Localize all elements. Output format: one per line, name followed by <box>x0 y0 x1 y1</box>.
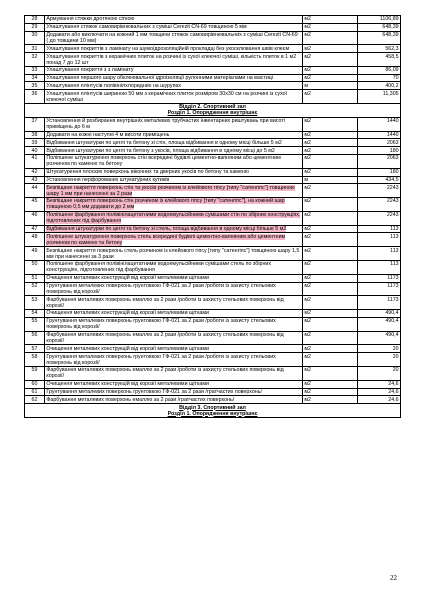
table-row <box>25 317 401 331</box>
item-unit: м2 <box>303 198 358 212</box>
item-unit: м2 <box>303 345 358 353</box>
item-quantity: 2243 <box>358 184 401 198</box>
item-number: 48 <box>25 233 45 247</box>
item-description: Грунтування металевих поверхонь грунтовкою ГФ-021 за 2 рази /роботи із захисту стельових поверхонь від корозії/ <box>45 282 303 296</box>
section-header-row <box>25 404 401 418</box>
item-description: Улаштування покриттів з ламінату на шумоїдрозоляційній прокладці без укосклювання швів клеєм <box>45 45 303 53</box>
item-quantity: 648,39 <box>358 23 401 31</box>
item-quantity: 20 <box>358 367 401 381</box>
item-unit: м2 <box>303 139 358 147</box>
item-description: Фарбування металевих поверхонь емаллю за 2 рази /роботи із захисту стельових поверхонь від корозії/ <box>45 367 303 381</box>
item-unit: м2 <box>303 296 358 310</box>
item-number: 51 <box>25 274 45 282</box>
item-quantity: 113 <box>358 247 401 261</box>
item-unit: м <box>303 82 358 90</box>
table-row <box>25 260 401 274</box>
item-quantity: 400,2 <box>358 82 401 90</box>
item-description: Установлення перфорованих штукатурних кутиків <box>45 176 303 184</box>
table-row <box>25 66 401 74</box>
item-number: 39 <box>25 139 45 147</box>
item-quantity: 113 <box>358 260 401 274</box>
item-quantity: 2243 <box>358 198 401 212</box>
item-unit: м2 <box>303 396 358 404</box>
item-quantity: 113 <box>358 233 401 247</box>
item-unit: м2 <box>303 247 358 261</box>
section-title: Розділ 1. Опорядження внутрішнє <box>167 110 258 117</box>
item-unit: м2 <box>303 331 358 345</box>
item-quantity: 20 <box>358 345 401 353</box>
item-quantity: 2243 <box>358 211 401 225</box>
item-number: 50 <box>25 260 45 274</box>
table-row <box>25 247 401 261</box>
item-description: Відбивання штукатурки по цеглі та бетону зі стін, площа відбивання в одному місці більше 5 м2 <box>45 139 303 147</box>
works-table <box>24 15 401 418</box>
item-unit: м2 <box>303 168 358 176</box>
table-row <box>25 168 401 176</box>
item-quantity: 20 <box>358 353 401 367</box>
item-unit: м2 <box>303 310 358 318</box>
item-unit: м2 <box>303 117 358 131</box>
item-description: Штукатурення плоских поверхонь віконних та дверних укосів по бетону та каменю <box>45 168 303 176</box>
table-row <box>25 225 401 233</box>
highlighted-text: Поліпшене штукатурення поверхонь стель всередині будівлі цементно-вапняним або цементним розчином по каменю та бетону <box>46 233 286 246</box>
item-description: Улаштування плінтусів шириною 50 мм з керамічних плиток розміром 30х30 см на розчині із сухої клеючої суміші <box>45 90 303 104</box>
table-row <box>25 310 401 318</box>
table-row <box>25 16 401 24</box>
highlighted-text: Безпіщане накриття поверхонь стін розчином із клейового гіпсу [типу "сатенгіпс"], на кожний шар товщиною 0,5 мм додавати до 2 мм <box>46 198 285 211</box>
page-number: 22 <box>390 574 397 582</box>
table-row <box>25 274 401 282</box>
table-row <box>25 233 401 247</box>
section-title: Розділ 1. Опорядження внутрішнє <box>167 410 258 417</box>
item-unit: м2 <box>303 16 358 24</box>
item-unit: м <box>303 176 358 184</box>
item-quantity: 1106,89 <box>358 16 401 24</box>
item-quantity: 2063 <box>358 139 401 147</box>
highlighted-text: Поліпшене фарбування полівінілацетатними водоемульсійними сумішами стін по збірних конструкціях, підготовлених під фарбування <box>46 212 301 225</box>
item-unit: м2 <box>303 388 358 396</box>
item-quantity: 562,3 <box>358 45 401 53</box>
item-quantity: 490,4 <box>358 317 401 331</box>
item-description: Очищення металевих конструкцій від корозії металевими щітками <box>45 274 303 282</box>
item-unit: м2 <box>303 211 358 225</box>
item-unit: м2 <box>303 53 358 67</box>
item-quantity: 180 <box>358 168 401 176</box>
highlighted-text: Відбивання штукатурки по цеглі та бетону зі стель, площа відбивання в одному місці більше 5 м2 <box>46 226 287 233</box>
item-description: Поліпшене фарбування полівінілацетатними водоемульсійними сумішами стель по збірних конструкціях, підготовлених під фарбування <box>45 260 303 274</box>
item-number: 47 <box>25 225 45 233</box>
table-row <box>25 380 401 388</box>
item-description: Фарбування металевих поверхонь емаллю за 2 рази /роботи із захисту стельових поверхонь від корозії/ <box>45 296 303 310</box>
item-number: 30 <box>25 31 45 45</box>
item-number: 55 <box>25 317 45 331</box>
item-number: 41 <box>25 154 45 168</box>
item-description: Очищення металевих конструкцій від корозії металевими щітками <box>45 380 303 388</box>
table-row <box>25 176 401 184</box>
table-row <box>25 367 401 381</box>
item-unit: м2 <box>303 45 358 53</box>
item-unit: м2 <box>303 90 358 104</box>
section-header-row <box>25 104 401 118</box>
table-row <box>25 147 401 155</box>
item-number: 54 <box>25 310 45 318</box>
item-description <box>45 225 303 233</box>
item-quantity: 11,305 <box>358 90 401 104</box>
item-quantity: 1173 <box>358 274 401 282</box>
item-description <box>45 233 303 247</box>
table-row <box>25 82 401 90</box>
item-quantity: 2063 <box>358 154 401 168</box>
table-row <box>25 184 401 198</box>
item-number: 45 <box>25 198 45 212</box>
table-row <box>25 74 401 82</box>
item-number: 29 <box>25 23 45 31</box>
item-description: Улаштування стяжок самовирівнювальних з сумішi Cerezit CN-69 товщиною 5 мм <box>45 23 303 31</box>
item-number: 49 <box>25 247 45 261</box>
item-number: 31 <box>25 45 45 53</box>
item-description: Безпіщане накриття поверхонь стель розчином із клейового гіпсу [типу "сатенгіпс"] товщиною шару 1,5 мм при нанесенні за 3 рази <box>45 247 303 261</box>
item-quantity: 86,09 <box>358 66 401 74</box>
item-unit: м2 <box>303 147 358 155</box>
item-unit: м2 <box>303 66 358 74</box>
item-quantity: 180 <box>358 147 401 155</box>
item-number: 61 <box>25 388 45 396</box>
item-unit: м2 <box>303 353 358 367</box>
item-description: Установлення й розбирання внутрішніх металевих трубчастих інвентарних риштувань при висоті приміщень до 6 м <box>45 117 303 131</box>
item-quantity: 1440 <box>358 117 401 131</box>
section-header <box>25 104 401 118</box>
item-unit: м2 <box>303 154 358 168</box>
item-quantity: 70 <box>358 74 401 82</box>
table-row <box>25 282 401 296</box>
item-number: 58 <box>25 353 45 367</box>
item-number: 40 <box>25 147 45 155</box>
item-description: Відбивання штукатурки по цеглі та бетону з укосів, площа відбивання в одному місці до 5 м2 <box>45 147 303 155</box>
item-description: Фарбування металевих поверхонь емаллю за 2 рази /гратчастих поверхонь/ <box>45 396 303 404</box>
item-quantity: 24,6 <box>358 396 401 404</box>
section-title: Відділ 2. Спортивний зал <box>179 104 246 111</box>
item-number: 33 <box>25 66 45 74</box>
item-description: Грунтування металевих поверхонь грунтовкою ГФ-021 за 2 рази /роботи із захисту стельових поверхонь від корозії/ <box>45 353 303 367</box>
table-row <box>25 154 401 168</box>
item-description <box>45 211 303 225</box>
item-description: Фарбування металевих поверхонь емаллю за 2 рази /роботи із захисту стельових поверхонь від корозії/ <box>45 331 303 345</box>
item-quantity: 490,4 <box>358 310 401 318</box>
item-number: 57 <box>25 345 45 353</box>
item-description: Улаштування першого шару обклеювальної ідроізоляції рулонними матеріалами на мастиці <box>45 74 303 82</box>
item-quantity: 24,6 <box>358 388 401 396</box>
item-number: 52 <box>25 282 45 296</box>
item-unit: м2 <box>303 184 358 198</box>
table-row <box>25 296 401 310</box>
item-number: 46 <box>25 211 45 225</box>
item-number: 34 <box>25 74 45 82</box>
item-number: 53 <box>25 296 45 310</box>
item-number: 60 <box>25 380 45 388</box>
item-number: 44 <box>25 184 45 198</box>
table-row <box>25 131 401 139</box>
item-quantity: 458,5 <box>358 53 401 67</box>
item-unit: м2 <box>303 274 358 282</box>
item-quantity: 648,39 <box>358 31 401 45</box>
table-row <box>25 139 401 147</box>
item-quantity: 24,6 <box>358 380 401 388</box>
item-description: Грунтування металевих поверхонь грунтовкою ГФ-021 за 2 рази /роботи із захисту стельових поверхонь від корозії/ <box>45 317 303 331</box>
item-number: 62 <box>25 396 45 404</box>
item-description: Поліпшене штукатурення поверхонь стін всередині будівлі цементно-вапняним або цементним розчином по каменю та бетону <box>45 154 303 168</box>
item-description: Армування стяжки дротяною сіткою <box>45 16 303 24</box>
item-quantity: 1173 <box>358 282 401 296</box>
section-title: Відділ 3. Спортивний зал <box>179 404 246 411</box>
table-row <box>25 345 401 353</box>
item-description <box>45 184 303 198</box>
table-row <box>25 211 401 225</box>
item-description <box>45 198 303 212</box>
table-row <box>25 31 401 45</box>
item-description: Додавати на кожні наступні 4 м висоти приміщень <box>45 131 303 139</box>
item-unit: м2 <box>303 367 358 381</box>
item-number: 36 <box>25 90 45 104</box>
item-unit: м2 <box>303 131 358 139</box>
item-unit: м2 <box>303 380 358 388</box>
item-number: 28 <box>25 16 45 24</box>
item-number: 35 <box>25 82 45 90</box>
item-description: Додавати або виключати на кожний 1 мм товщини стяжок самовирівнювальних з сумішi Cerezit CN-69 ( до товщини 10 мм) <box>45 31 303 45</box>
item-quantity: 1440 <box>358 131 401 139</box>
item-unit: м2 <box>303 233 358 247</box>
item-unit: м2 <box>303 31 358 45</box>
table-row <box>25 198 401 212</box>
item-description: Улаштування покриттів з керамічних плиток на розчині із сухої клеючої суміші, кількість плиток в 1 м2 понад 7 до 12 шт <box>45 53 303 67</box>
table-row <box>25 353 401 367</box>
item-number: 43 <box>25 176 45 184</box>
item-quantity: 490,4 <box>358 331 401 345</box>
item-number: 56 <box>25 331 45 345</box>
item-quantity: 434,5 <box>358 176 401 184</box>
table-row <box>25 388 401 396</box>
item-number: 37 <box>25 117 45 131</box>
table-row <box>25 90 401 104</box>
item-quantity: 1173 <box>358 296 401 310</box>
item-number: 32 <box>25 53 45 67</box>
item-number: 59 <box>25 367 45 381</box>
item-description: Улаштування покриття з з ламінату <box>45 66 303 74</box>
table-row <box>25 53 401 67</box>
section-header <box>25 404 401 418</box>
table-row <box>25 396 401 404</box>
works-table-body <box>25 16 401 418</box>
highlighted-text: Безпіщане накриття поверхонь стін та укосів розчином із клейового гіпсу [типу "сатенгіпс"] товщиною шару 1 мм при нанесенні за 2 рази <box>46 184 295 197</box>
table-row <box>25 117 401 131</box>
item-description: Улаштування плінтусів полівінілхлоридних на шурупах <box>45 82 303 90</box>
item-number: 42 <box>25 168 45 176</box>
item-quantity: 113 <box>358 225 401 233</box>
item-number: 38 <box>25 131 45 139</box>
item-unit: м2 <box>303 74 358 82</box>
item-unit: м2 <box>303 282 358 296</box>
item-description: Очищення металевих конструкцій від корозії металевими щітками <box>45 310 303 318</box>
item-unit: м2 <box>303 225 358 233</box>
item-description: Грунтування металевих поверхонь грунтовкою ГФ-021 за 2 рази /гратчастих поверхонь/ <box>45 388 303 396</box>
item-unit: м2 <box>303 23 358 31</box>
item-description: Очищення металевих конструкцій від корозії металевими щітками <box>45 345 303 353</box>
item-unit: м2 <box>303 317 358 331</box>
table-row <box>25 45 401 53</box>
item-unit: м2 <box>303 260 358 274</box>
table-row <box>25 23 401 31</box>
table-row <box>25 331 401 345</box>
